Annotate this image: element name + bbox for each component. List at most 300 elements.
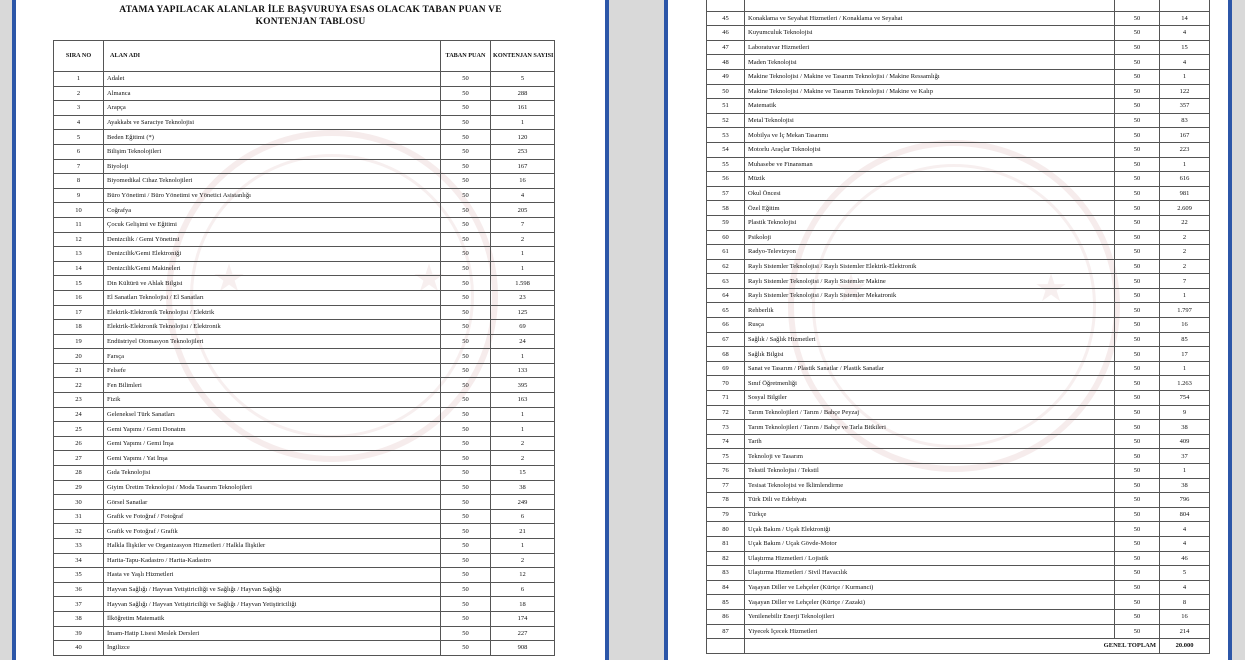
cell-kontenjan: 1.797 [1160, 303, 1210, 318]
cell-sira-no: 40 [54, 641, 104, 656]
cell-alan-adi: Okul Öncesi [745, 186, 1115, 201]
cell-kontenjan: 4 [491, 188, 555, 203]
cell-taban-puan: 50 [441, 509, 491, 524]
cell-taban-puan: 50 [1115, 26, 1160, 41]
cell-alan-adi: Ulaştırma Hizmetleri / Lojistik [745, 551, 1115, 566]
cell-taban-puan: 50 [1115, 478, 1160, 493]
cell-alan-adi: İngilizce [104, 641, 441, 656]
total-value: 20.000 [1160, 639, 1210, 654]
cell-sira-no: 73 [707, 420, 745, 435]
cell-alan-adi: Raylı Sistemler Teknolojisi / Raylı Sistemler Elektrik-Elektronik [745, 259, 1115, 274]
table-row [707, 405, 1210, 420]
cell-sira-no: 75 [707, 449, 745, 464]
cell-taban-puan: 50 [441, 553, 491, 568]
cell-kontenjan: 1 [491, 349, 555, 364]
cell-alan-adi: Müzik [745, 172, 1115, 187]
cell-alan-adi: Coğrafya [104, 203, 441, 218]
table-row [707, 624, 1210, 639]
table-row [707, 420, 1210, 435]
cell-taban-puan: 50 [1115, 361, 1160, 376]
cell-sira-no: 80 [707, 522, 745, 537]
cell-taban-puan: 50 [441, 115, 491, 130]
cell-kontenjan: 7 [491, 217, 555, 232]
cell-taban-puan: 50 [441, 568, 491, 583]
cell-taban-puan: 50 [1115, 172, 1160, 187]
cell-kontenjan: 357 [1160, 99, 1210, 114]
cell-taban-puan: 50 [1115, 449, 1160, 464]
table-header-row [54, 41, 555, 72]
table-row [54, 86, 555, 101]
table-row [54, 539, 555, 554]
cell-kontenjan: 38 [491, 480, 555, 495]
cell-alan-adi: Geleneksel Türk Sanatları [104, 407, 441, 422]
table-row [54, 407, 555, 422]
table-row [54, 174, 555, 189]
cell-sira-no: 36 [54, 582, 104, 597]
cell-sira-no: 86 [707, 609, 745, 624]
cell-kontenjan: 12 [491, 568, 555, 583]
table-row [54, 305, 555, 320]
cell-alan-adi: Yiyecek İçecek Hizmetleri [745, 624, 1115, 639]
cell-kontenjan: 409 [1160, 434, 1210, 449]
cell-sira-no: 66 [707, 318, 745, 333]
cell-sira-no: 63 [707, 274, 745, 289]
cell-alan-adi: Hayvan Sağlığı / Hayvan Yetiştiriciliği ve Sağlığı / Hayvan Sağlığı [104, 582, 441, 597]
cell-taban-puan: 50 [1115, 84, 1160, 99]
cell-sira-no: 62 [707, 259, 745, 274]
cell-alan-adi: Beden Eğitimi (*) [104, 130, 441, 145]
table-row [54, 466, 555, 481]
cell-alan-adi: Konaklama ve Seyahat Hizmetleri / Konaklama ve Seyahat [745, 11, 1115, 26]
cell-taban-puan: 50 [1115, 464, 1160, 479]
cell-taban-puan: 50 [441, 290, 491, 305]
cell-sira-no: 8 [54, 174, 104, 189]
table-row [707, 361, 1210, 376]
cell-taban-puan [1115, 0, 1160, 11]
cell-taban-puan: 50 [1115, 376, 1160, 391]
cell-sira-no: 72 [707, 405, 745, 420]
cell-alan-adi: Tarım Teknolojileri / Tarım / Bahçe Peyzaj [745, 405, 1115, 420]
table-row [707, 464, 1210, 479]
cell-taban-puan: 50 [441, 480, 491, 495]
cell-sira-no: 13 [54, 247, 104, 262]
cell-alan-adi: Görsel Sanatlar [104, 495, 441, 510]
cell-sira-no: 11 [54, 217, 104, 232]
cell-sira-no: 87 [707, 624, 745, 639]
table-row [54, 480, 555, 495]
cell-alan-adi: Psikoloji [745, 230, 1115, 245]
cell-taban-puan: 50 [1115, 55, 1160, 70]
cell-kontenjan: 1 [491, 422, 555, 437]
cell-kontenjan: 120 [491, 130, 555, 145]
cell-alan-adi: Grafik ve Fotoğraf / Grafik [104, 524, 441, 539]
cell-sira-no: 39 [54, 626, 104, 641]
quota-table-left [53, 40, 555, 656]
table-row [707, 245, 1210, 260]
cell-sira-no: 54 [707, 142, 745, 157]
cell-sira-no: 69 [707, 361, 745, 376]
cell-alan-adi: Özel Eğitim [745, 201, 1115, 216]
table-row [707, 566, 1210, 581]
seal-watermark: ★ ★ [788, 140, 1120, 472]
cell-kontenjan: 1 [1160, 69, 1210, 84]
cell-sira-no: 25 [54, 422, 104, 437]
cell-kontenjan: 69 [491, 320, 555, 335]
cell-kontenjan: 167 [1160, 128, 1210, 143]
table-row [707, 142, 1210, 157]
table-row [707, 449, 1210, 464]
cell-sira-no [707, 0, 745, 11]
cell-alan-adi: Denizcilik/Gemi Elektroniği [104, 247, 441, 262]
cell-taban-puan: 50 [1115, 434, 1160, 449]
cell-kontenjan: 2 [491, 451, 555, 466]
cell-sira-no: 22 [54, 378, 104, 393]
table-row [54, 363, 555, 378]
cell-kontenjan: 1 [491, 247, 555, 262]
cell-alan-adi: İlköğretim Matematik [104, 611, 441, 626]
table-row [54, 436, 555, 451]
cell-taban-puan: 50 [441, 626, 491, 641]
cell-sira-no: 9 [54, 188, 104, 203]
cell-kontenjan: 1.598 [491, 276, 555, 291]
cell-alan-adi: El Sanatları Teknolojisi / El Sanatları [104, 290, 441, 305]
table-row [707, 332, 1210, 347]
table-row [54, 641, 555, 656]
cell-sira-no: 57 [707, 186, 745, 201]
cell-alan-adi: Almanca [104, 86, 441, 101]
cell-alan-adi: Giyim Üretim Teknolojisi / Moda Tasarım Teknolojileri [104, 480, 441, 495]
cell-taban-puan: 50 [441, 159, 491, 174]
cell-taban-puan: 50 [1115, 303, 1160, 318]
cell-sira-no: 1 [54, 72, 104, 87]
cell-kontenjan: 5 [491, 72, 555, 87]
header-taban-puan: TABAN PUAN [441, 41, 491, 72]
table-row [54, 553, 555, 568]
table-row [54, 378, 555, 393]
cell-alan-adi: Din Kültürü ve Ahlak Bilgisi [104, 276, 441, 291]
table-row [54, 115, 555, 130]
cell-kontenjan: 7 [1160, 274, 1210, 289]
cell-alan-adi: Yaşayan Diller ve Lehçeler (Kürtçe / Kurmanci) [745, 580, 1115, 595]
cell-taban-puan: 50 [1115, 566, 1160, 581]
cell-alan-adi: Ayakkabı ve Saraciye Teknolojisi [104, 115, 441, 130]
cell-sira-no: 17 [54, 305, 104, 320]
cell-kontenjan: 9 [1160, 405, 1210, 420]
cell-sira-no: 79 [707, 507, 745, 522]
cell-alan-adi: Bilişim Teknolojileri [104, 144, 441, 159]
cell-kontenjan [1160, 0, 1210, 11]
cell-taban-puan: 50 [441, 101, 491, 116]
cell-sira-no: 85 [707, 595, 745, 610]
cell-taban-puan: 50 [1115, 288, 1160, 303]
cell-kontenjan: 1 [1160, 361, 1210, 376]
table-row [54, 611, 555, 626]
cell-alan-adi: Fizik [104, 393, 441, 408]
cell-kontenjan: 14 [1160, 11, 1210, 26]
cell-alan-adi: Yenilenebilir Enerji Teknolojileri [745, 609, 1115, 624]
cell-taban-puan: 50 [1115, 99, 1160, 114]
cell-kontenjan: 2 [1160, 230, 1210, 245]
cell-alan-adi: Türk Dili ve Edebiyatı [745, 493, 1115, 508]
table-row [707, 391, 1210, 406]
cell-taban-puan: 50 [1115, 507, 1160, 522]
cell-taban-puan: 50 [1115, 40, 1160, 55]
cell-sira-no: 3 [54, 101, 104, 116]
cell-kontenjan: 205 [491, 203, 555, 218]
table-row [54, 451, 555, 466]
table-row [54, 524, 555, 539]
cell-kontenjan: 1 [1160, 464, 1210, 479]
cell-sira-no: 70 [707, 376, 745, 391]
cell-sira-no: 18 [54, 320, 104, 335]
cell-taban-puan: 50 [1115, 493, 1160, 508]
cell-alan-adi: Ulaştırma Hizmetleri / Sivil Havacılık [745, 566, 1115, 581]
cell-taban-puan: 50 [1115, 11, 1160, 26]
cell-sira-no: 24 [54, 407, 104, 422]
cell-kontenjan: 253 [491, 144, 555, 159]
header-alan-adi: ALAN ADI [104, 41, 441, 72]
cell-taban-puan: 50 [441, 203, 491, 218]
table-row [707, 259, 1210, 274]
cell-sira-no: 68 [707, 347, 745, 362]
cell-alan-adi: Sanat ve Tasarım / Plastik Sanatlar / Plastik Sanatlar [745, 361, 1115, 376]
cell-alan-adi: Motorlu Araçlar Teknolojisi [745, 142, 1115, 157]
cell-alan-adi: Tekstil Teknolojisi / Tekstil [745, 464, 1115, 479]
cell-taban-puan: 50 [1115, 332, 1160, 347]
cell-alan-adi: Yaşayan Diller ve Lehçeler (Kürtçe / Zazaki) [745, 595, 1115, 610]
cell-taban-puan: 50 [441, 422, 491, 437]
cell-alan-adi: Mobilya ve İç Mekan Tasarımı [745, 128, 1115, 143]
cell-sira-no: 7 [54, 159, 104, 174]
cell-alan-adi: Radyo-Televizyon [745, 245, 1115, 260]
cell-taban-puan: 50 [441, 436, 491, 451]
cell-alan-adi: Biyomedikal Cihaz Teknolojileri [104, 174, 441, 189]
document-title [16, 4, 605, 28]
cell-alan-adi: Raylı Sistemler Teknolojisi / Raylı Sistemler Mekatronik [745, 288, 1115, 303]
cell-taban-puan: 50 [441, 320, 491, 335]
cell-sira-no: 61 [707, 245, 745, 260]
cell-alan-adi: Sınıf Öğretmenliği [745, 376, 1115, 391]
cell-kontenjan: 214 [1160, 624, 1210, 639]
cell-taban-puan: 50 [1115, 259, 1160, 274]
table-row [707, 551, 1210, 566]
cell-alan-adi: Elektrik-Elektronik Teknolojisi / Elektrik [104, 305, 441, 320]
cell-taban-puan: 50 [1115, 580, 1160, 595]
cell-alan-adi: İmam-Hatip Lisesi Meslek Dersleri [104, 626, 441, 641]
cell-sira-no: 71 [707, 391, 745, 406]
table-row [707, 493, 1210, 508]
cell-alan-adi: Metal Teknolojisi [745, 113, 1115, 128]
seal-watermark: ★ ★ [166, 130, 498, 462]
cell-kontenjan: 796 [1160, 493, 1210, 508]
table-row [54, 320, 555, 335]
cell-alan-adi: Gıda Teknolojisi [104, 466, 441, 481]
table-row [707, 99, 1210, 114]
table-row [707, 55, 1210, 70]
cell-alan-adi: Makine Teknolojisi / Makine ve Tasarım Teknolojisi / Makine ve Kalıp [745, 84, 1115, 99]
table-row [707, 128, 1210, 143]
cell-taban-puan: 50 [1115, 201, 1160, 216]
cell-kontenjan: 5 [1160, 566, 1210, 581]
cell-taban-puan: 50 [1115, 551, 1160, 566]
cell-sira-no: 51 [707, 99, 745, 114]
cell-alan-adi: Halkla İlişkiler ve Organizasyon Hizmetleri / Halkla İlişkiler [104, 539, 441, 554]
table-row [707, 274, 1210, 289]
cell-alan-adi: Plastik Teknolojisi [745, 215, 1115, 230]
table-row [707, 186, 1210, 201]
cell-sira-no: 16 [54, 290, 104, 305]
cell-taban-puan: 50 [441, 597, 491, 612]
cell-kontenjan: 908 [491, 641, 555, 656]
cell-kontenjan: 1 [491, 115, 555, 130]
cell-alan-adi: Türkçe [745, 507, 1115, 522]
cell-taban-puan: 50 [1115, 405, 1160, 420]
cell-taban-puan: 50 [441, 407, 491, 422]
cell-taban-puan: 50 [441, 393, 491, 408]
cell-alan-adi: Denizcilik / Gemi Yönetimi [104, 232, 441, 247]
cell-kontenjan: 163 [491, 393, 555, 408]
table-row [707, 595, 1210, 610]
table-row [707, 580, 1210, 595]
cell-kontenjan: 1 [491, 539, 555, 554]
table-row [54, 290, 555, 305]
cell-taban-puan: 50 [441, 130, 491, 145]
cell-alan-adi: Harita-Tapu-Kadastro / Harita-Kadastro [104, 553, 441, 568]
table-row [707, 478, 1210, 493]
cell-kontenjan: 6 [491, 509, 555, 524]
cell-taban-puan: 50 [441, 247, 491, 262]
cell-taban-puan: 50 [441, 611, 491, 626]
cell-alan-adi: Grafik ve Fotoğraf / Fotoğraf [104, 509, 441, 524]
cell-sira-no: 15 [54, 276, 104, 291]
cell-taban-puan: 50 [1115, 391, 1160, 406]
cell-taban-puan: 50 [1115, 113, 1160, 128]
cell-kontenjan: 2 [491, 436, 555, 451]
cell-sira-no: 49 [707, 69, 745, 84]
cell-sira-no: 48 [707, 55, 745, 70]
cell-alan-adi: Sosyal Bilgiler [745, 391, 1115, 406]
cell-taban-puan: 50 [1115, 420, 1160, 435]
cell-kontenjan: 125 [491, 305, 555, 320]
cell-taban-puan: 50 [1115, 142, 1160, 157]
cell-sira-no: 60 [707, 230, 745, 245]
table-row [707, 11, 1210, 26]
cell-sira-no: 83 [707, 566, 745, 581]
cell-kontenjan: 133 [491, 363, 555, 378]
cell-alan-adi: Farsça [104, 349, 441, 364]
header-kontenjan: KONTENJAN SAYISI [491, 41, 555, 72]
cell-alan-adi: Tesisat Teknolojisi ve İklimlendirme [745, 478, 1115, 493]
quota-table-right [706, 0, 1210, 654]
table-row [54, 334, 555, 349]
table-row [54, 422, 555, 437]
cell-alan-adi: Büro Yönetimi / Büro Yönetimi ve Yönetici Asistanlığı [104, 188, 441, 203]
cell-sira-no: 6 [54, 144, 104, 159]
cell-alan-adi: Sağlık Bilgisi [745, 347, 1115, 362]
table-row [707, 376, 1210, 391]
cell-sira-no: 19 [54, 334, 104, 349]
cell-sira-no: 52 [707, 113, 745, 128]
cell-alan-adi: Maden Teknolojisi [745, 55, 1115, 70]
table-row [707, 288, 1210, 303]
cell-alan-adi: Kuyumculuk Teknolojisi [745, 26, 1115, 41]
cell-taban-puan: 50 [1115, 347, 1160, 362]
cell-alan-adi: Fen Bilimleri [104, 378, 441, 393]
cell-sira-no: 4 [54, 115, 104, 130]
cell-alan-adi: Gemi Yapımı / Yat İnşa [104, 451, 441, 466]
cell-sira-no: 35 [54, 568, 104, 583]
cell-kontenjan: 161 [491, 101, 555, 116]
cell-kontenjan: 85 [1160, 332, 1210, 347]
cell-kontenjan: 1.263 [1160, 376, 1210, 391]
table-row [54, 159, 555, 174]
cell-taban-puan: 50 [1115, 245, 1160, 260]
table-row [54, 130, 555, 145]
cell-alan-adi: Uçak Bakım / Uçak Gövde-Motor [745, 536, 1115, 551]
cell-sira-no: 20 [54, 349, 104, 364]
cell-taban-puan: 50 [1115, 624, 1160, 639]
table-row [54, 247, 555, 262]
cell-kontenjan: 122 [1160, 84, 1210, 99]
document-title-line2: KONTENJAN TABLOSU [255, 17, 366, 27]
cell-sira-no: 84 [707, 580, 745, 595]
cell-kontenjan: 1 [1160, 288, 1210, 303]
cell-sira-no: 65 [707, 303, 745, 318]
table-row [54, 232, 555, 247]
cell-sira-no: 74 [707, 434, 745, 449]
table-row [54, 101, 555, 116]
cell-sira-no: 78 [707, 493, 745, 508]
total-label: GENEL TOPLAM [745, 639, 1160, 654]
cell-kontenjan: 616 [1160, 172, 1210, 187]
cell-taban-puan: 50 [441, 378, 491, 393]
cell-kontenjan: 2 [491, 553, 555, 568]
cell-taban-puan: 50 [441, 451, 491, 466]
cell-sira-no: 59 [707, 215, 745, 230]
cell-sira-no: 34 [54, 553, 104, 568]
cell-taban-puan: 50 [441, 466, 491, 481]
cell-sira-no: 82 [707, 551, 745, 566]
cell-taban-puan: 50 [441, 363, 491, 378]
cell-kontenjan: 46 [1160, 551, 1210, 566]
cell-kontenjan: 83 [1160, 113, 1210, 128]
cell-taban-puan: 50 [441, 524, 491, 539]
cell-taban-puan: 50 [1115, 318, 1160, 333]
cell-alan-adi: Denizcilik/Gemi Makineleri [104, 261, 441, 276]
cell-kontenjan: 21 [491, 524, 555, 539]
cell-sira-no: 27 [54, 451, 104, 466]
cell-kontenjan: 18 [491, 597, 555, 612]
table-row [707, 434, 1210, 449]
cell-alan-adi: Makine Teknolojisi / Makine ve Tasarım Teknolojisi / Makine Ressamlığı [745, 69, 1115, 84]
cell-kontenjan: 227 [491, 626, 555, 641]
table-row [707, 522, 1210, 537]
cell-alan-adi: Teknoloji ve Tasarım [745, 449, 1115, 464]
table-row [707, 172, 1210, 187]
cell-sira-no: 50 [707, 84, 745, 99]
cell-taban-puan: 50 [441, 582, 491, 597]
cell-sira-no: 81 [707, 536, 745, 551]
table-row [707, 40, 1210, 55]
cell-kontenjan: 15 [1160, 40, 1210, 55]
cell-kontenjan: 2 [1160, 259, 1210, 274]
cell-sira-no: 14 [54, 261, 104, 276]
table-row [707, 609, 1210, 624]
table-row [54, 509, 555, 524]
cell-sira-no: 30 [54, 495, 104, 510]
cell-alan-adi: Elektrik-Elektronik Teknolojisi / Elektronik [104, 320, 441, 335]
cell-sira-no: 56 [707, 172, 745, 187]
